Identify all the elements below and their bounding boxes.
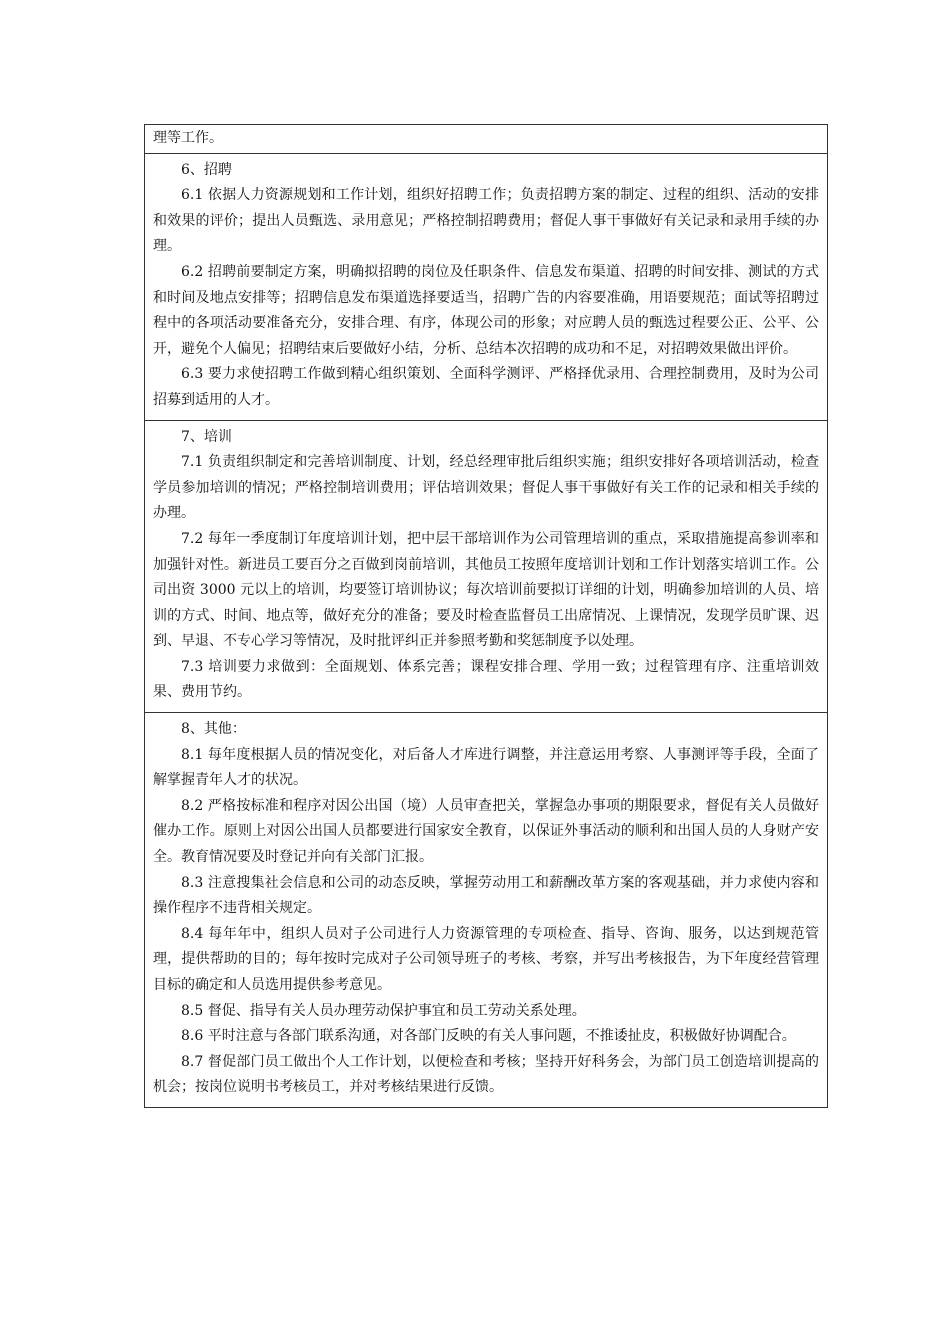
paragraph-8-5: 8.5 督促、指导有关人员办理劳动保护事宜和员工劳动关系处理。: [181, 1002, 586, 1019]
section-heading-recruitment: 6、招聘: [181, 161, 232, 178]
document-table: [144, 124, 828, 1108]
paragraph-6-1: 6.1 依据人力资源规划和工作计划，组织好招聘工作；负责招聘方案的制定、过程的组织、活动的安排和效果的评价；提出人员甄选、录用意见；严格控制招聘费用；督促人事干事做好有关记录和录用手续的办理。: [153, 187, 819, 255]
paragraph-6-2: 6.2 招聘前要制定方案，明确拟招聘的岗位及任职条件、信息发布渠道、招聘的时间安排、测试的方式和时间及地点安排等；招聘信息发布渠道选择要适当，招聘广告的内容要准确，用语要规范；面试等招聘过程中的各项活动要准备充分，安排合理、有序，体现公司的形象；对应聘人员的甄选过程要公正、公平、公开，避免个人偏见；招聘结束后要做好小结，分析、总结本次招聘的成功和不足，对招聘效果做出评价。: [153, 263, 819, 357]
paragraph-8-7: 8.7 督促部门员工做出个人工作计划，以便检查和考核；坚持开好科务会，为部门员工创造培训提高的机会；按岗位说明书考核员工，并对考核结果进行反馈。: [153, 1053, 819, 1096]
paragraph-8-1: 8.1 每年度根据人员的情况变化，对后备人才库进行调整，并注意运用考察、人事测评等手段，全面了解掌握青年人才的状况。: [153, 746, 819, 789]
paragraph-8-2: 8.2 严格按标准和程序对因公出国（境）人员审查把关，掌握急办事项的期限要求，督促有关人员做好催办工作。原则上对因公出国人员都要进行国家安全教育，以保证外事活动的顺利和出国人员的人身财产安全。教育情况要及时登记并向有关部门汇报。: [153, 797, 819, 866]
paragraph-8-6: 8.6 平时注意与各部门联系沟通，对各部门反映的有关人事问题，不推诿扯皮，积极做好协调配合。: [181, 1028, 796, 1045]
continuation-text: 理等工作。: [153, 130, 223, 146]
paragraph-8-3: 8.3 注意搜集社会信息和公司的动态反映，掌握劳动用工和薪酬改革方案的客观基础，并力求使内容和操作程序不违背相关规定。: [153, 874, 819, 917]
paragraph-7-3: 7.3 培训要力求做到：全面规划、体系完善；课程安排合理、学用一致；过程管理有序、注重培训效果、费用节约。: [153, 658, 819, 701]
table-row-continuation: [145, 125, 827, 153]
table-row-section-8: [145, 712, 827, 1107]
table-row-section-6: [145, 153, 827, 420]
paragraph-7-2: 7.2 每年一季度制订年度培训计划，把中层干部培训作为公司管理培训的重点，采取措施提高参训率和加强针对性。新进员工要百分之百做到岗前培训，其他员工按照年度培训计划和工作计划落实培训工作。公司出资 3000 元以上的培训，均要签订培训协议；每次培训前要拟订详细的计划，明确参加培训的人员、培训的方式、时间、地点等，做好充分的准备；要及时检查监督员工出席情况、上课情况，发现学员旷课、迟到、早退、不专心学习等情况，及时批评纠正并参照考勤和奖惩制度予以处理。: [153, 530, 819, 650]
section-heading-other: 8、其他：: [181, 721, 246, 738]
paragraph-8-4: 8.4 每年年中，组织人员对子公司进行人力资源管理的专项检查、指导、咨询、服务，以达到规范管理，提供帮助的目的；每年按时完成对子公司领导班子的考核、考察，并写出考核报告，为下年度经营管理目标的确定和人员选用提供参考意见。: [153, 925, 819, 993]
section-heading-training: 7、培训: [181, 428, 232, 445]
paragraph-6-3: 6.3 要力求使招聘工作做到精心组织策划、全面科学测评、严格择优录用、合理控制费用，及时为公司招募到适用的人才。: [153, 366, 819, 408]
table-row-section-7: [145, 420, 827, 713]
paragraph-7-1: 7.1 负责组织制定和完善培训制度、计划，经总经理审批后组织实施；组织安排好各项培训活动，检查学员参加培训的情况；严格控制培训费用；评估培训效果；督促人事干事做好有关工作的记录和相关手续的办理。: [153, 454, 819, 522]
